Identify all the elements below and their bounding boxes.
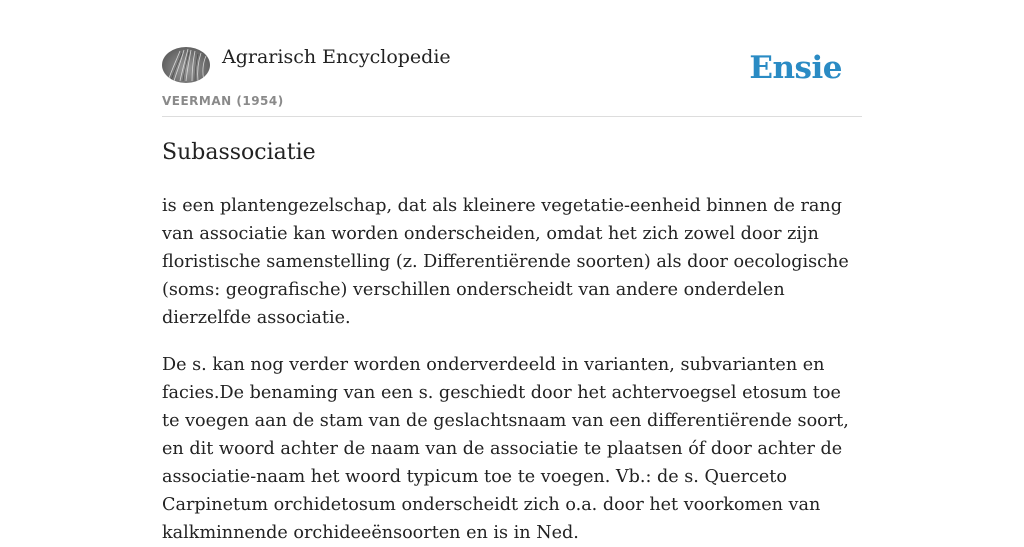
article-page [162, 0, 862, 543]
page-title: Subassociatie [162, 140, 316, 165]
wheat-illustration [162, 47, 210, 83]
ensie-logo-link[interactable]: Ensie [749, 50, 842, 86]
header [162, 0, 862, 117]
article-paragraph: De s. kan nog verder worden onderverdeeld in varianten, subvarianten en facies.De benaming van een s. geschiedt door het achtervoegsel etosum toe te voegen aan de stam van de geslachtsnaam van een differentiërende soort, en dit woord achter de naam van de associatie te plaatsen óf door achter de associatie-naam het woord typicum toe te voegen. Vb.: de s. Querceto Carpinetum orchidetosum onderscheidt zich o.a. door het voorkomen van kalkminnende orchideeënsoorten en is in Ned. [162, 355, 849, 543]
source-attribution: VEERMAN (1954) [162, 94, 284, 108]
article-paragraph: is een plantengezelschap, dat als kleinere vegetatie-eenheid binnen de rang van associatie kan worden onderscheiden, omdat het zich zowel door zijn floristische samenstelling (z. Differentiërende soorten) als door oecologische (soms: geografische) verschillen onderscheidt van andere onderdelen dierzelfde associatie. [162, 196, 849, 328]
wheat-engraving-icon[interactable] [162, 47, 210, 83]
book-title-link[interactable]: Agrarisch Encyclopedie [222, 46, 451, 68]
